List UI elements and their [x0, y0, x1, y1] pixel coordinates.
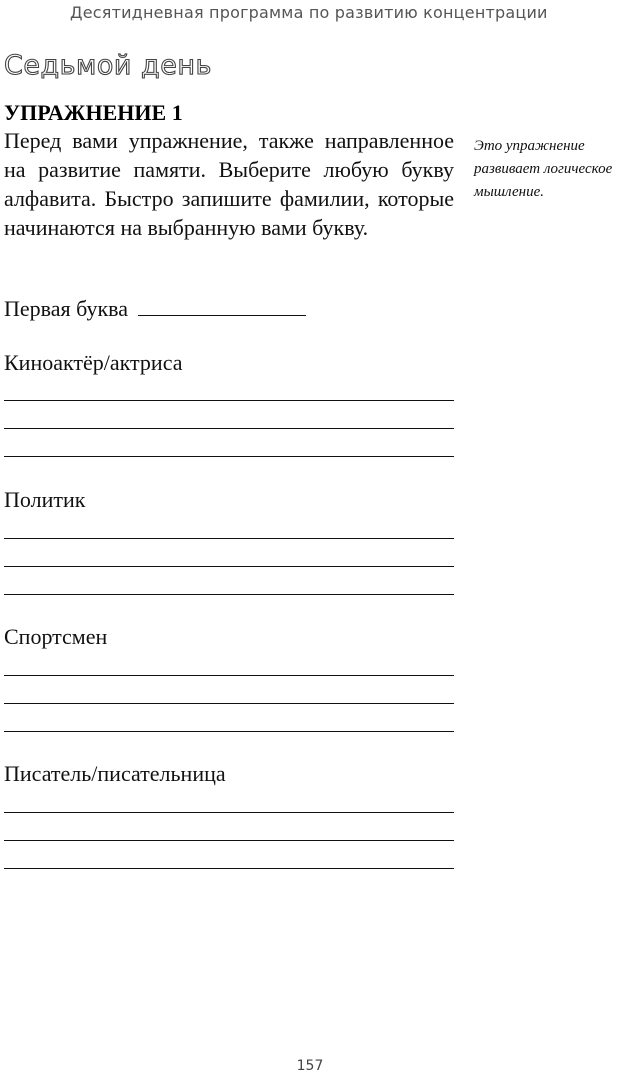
first-letter-label: Первая буква: [4, 296, 129, 321]
answer-line[interactable]: [4, 594, 454, 595]
answer-line[interactable]: [4, 538, 454, 539]
day-title: Седьмой день: [4, 50, 212, 81]
answer-line[interactable]: [4, 731, 454, 732]
exercise-instructions: Перед вами упражнение, также направленное на развитие памяти. Выберите любую букву алфавита. Быстро запишите фамилии, которые начинаются на выбранную вами букву.: [4, 128, 454, 240]
answer-line[interactable]: [4, 703, 454, 704]
category-athlete: [4, 624, 456, 650]
category-label: Киноактёр/актриса: [4, 350, 183, 375]
category-politician: [4, 487, 456, 513]
category-writer: [4, 761, 456, 787]
answer-line[interactable]: [4, 456, 454, 457]
category-actor: [4, 350, 456, 376]
answer-line[interactable]: [4, 868, 454, 869]
margin-note: Это упражнение развивает логическое мышление.: [474, 138, 613, 200]
category-label: Писатель/писательница: [4, 761, 226, 786]
answer-line[interactable]: [4, 840, 454, 841]
answer-line[interactable]: [4, 428, 454, 429]
answer-line[interactable]: [4, 812, 454, 813]
answer-line[interactable]: [4, 675, 454, 676]
answer-line[interactable]: [4, 566, 454, 567]
running-head: Десятидневная программа по развитию концентрации: [70, 3, 548, 22]
answer-line[interactable]: [4, 400, 454, 401]
exercise-heading: УПРАЖНЕНИЕ 1: [4, 100, 183, 125]
first-letter-blank[interactable]: [138, 295, 306, 316]
first-letter-row: [4, 295, 306, 322]
category-label: Спортсмен: [4, 624, 108, 649]
category-label: Политик: [4, 487, 86, 512]
page-number: 157: [296, 1058, 324, 1074]
